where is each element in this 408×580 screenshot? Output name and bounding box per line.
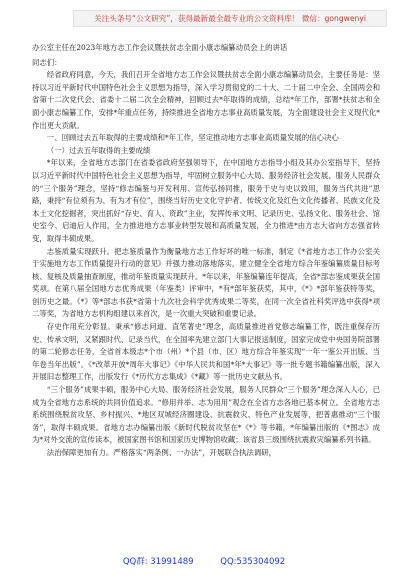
qq-group-number: 31991489 — [150, 557, 194, 567]
section-heading: 一、回顾过去五年取得的主要成绩和*年工作，坚定推动地方志事业高质量发展的信心决心 — [46, 133, 339, 143]
salutation: 同志们： — [32, 57, 62, 67]
qq-group-label: QQ群: — [122, 557, 148, 567]
document-body — [32, 36, 380, 548]
paragraph: *年以来，全省地方志部门在省委省政府坚强领导下，在中国地方志指导小组及其办公室指导下，坚持以习近平新时代中国特色社会主义思想为指导，牢固树立服务中心大局、服务经济社会发展、服务人民群众的“三个服务”理念，坚持“修志编鉴与开发利用、宣传弘扬同推，服务于史与史以致用，服务当代共进”思路，秉持“有位须有为、有为才有位”，围绕当好历史文化守护者、传统文化及红色文化传播者、民族文化及本土文化挖掘者，突出抓好“存史、育人、资政”主业，发挥传承文明、记录历史、弘扬文化、服务社会、馆史室今、启迪后人作用，全力推进地方志事业转型发展和高质量发展，全力推进*由方志大省向方志强省转变，取得丰硕成果。 — [32, 158, 380, 243]
paragraph: 存史作用充分彰显。秉承“修志问道、直笔著史”理念，高质量推进首党修志编纂工作，既注重保存历史、传承文明，又紧跟时代、记录当代，在全国率先建立部门大事记报送制度，国家完成党中央国务院部署的第二轮修志任务，全省首本级志*个市（州）*个县（市、区）地方综合年鉴实现“一年一鉴公开出版、当年卷当年出版”。《*改革开放*周年大事记》《中华人民共和国*年*大事记》等一批专题书籍编纂出版，深入开展旧志整理工作，出版发行《*历代方志集成》《*藏》等一批历史文献丛书。 — [32, 322, 380, 382]
contact-footer — [0, 552, 408, 572]
paragraph: “三个服务”成果丰硕，服务中心大局、服务经济社会发展，服务人民群众“三个服务”理念深入人心，已成为全省地方志系统的共同价值追求。“修用并举、志为用用”观念在全省方志各地已基本树立。全省地方志系统围绕脱贫攻坚、乡村振兴、*地区双城经济圈建设、抗震救灾、特色产业发展等，把普惠推动“三个服务”，取得丰硕成果。省地方志办编纂出版《新时代脱贫攻坚在*《*》等书籍，*年编纂出版的《*图志》成为*对外交流的宣传读本，被国家图书馆和国家历史博物馆收藏；该省县三级围绕抗震救灾编纂系列书籍。 — [32, 385, 380, 445]
document-title: 办公室主任在2023年地方志工作会议暨扶贫志全面小康志编纂动员会上的讲话 — [32, 43, 288, 52]
paragraph: 法治保障更加有力。严格落实“两条例、一办法”，开展联合执法调研， — [46, 448, 277, 457]
qq-number: 535304092 — [236, 557, 286, 567]
qq-contact — [220, 557, 285, 567]
paragraph: 志鉴质量实现跃升。把志鉴质量作为衡量地方志工作好坏的唯一标准，制定《*省地方志工作办公室关于实施地方志工作质量提升行动的意见》并强力推动落地落实，建立健全全省地方综合年鉴编纂质量目标考核、复核及质量抽查制度，推动年鉴质量实现跃升。*年以来，年鉴编纂连年提高，全省*部志鉴成果获全国奖项。在第八届全国地方志优秀成果（年鉴类）评审中，*有*部年鉴获奖，其中，《*》*部年鉴获特等奖，创历史之最。《*》等*部志书获*省第十九次社会科学优秀成果二等奖，在同一次全省社科奖评选中获得*项二等奖，为省地方志机构组建以来首次，是一次重大突破和重要记录。 — [32, 246, 380, 319]
qq-group-contact — [123, 557, 194, 567]
subsection-heading: （一）过去五年取得的主要成绩 — [46, 145, 151, 155]
paragraph: 经省政府同意，今天，我们召开全省地方志工作会议暨扶贫志全面小康志编纂动员会，主要任务是：坚持以习近平新时代中国特色社会主义思想为指导，深入学习贯彻党的二十大、二十届二中全会、全国两会和省第十二次党代会、省委十二届二次全会精神，回顾过去*年取得的成绩，总结*年工作，部署*扶贫志和全面小康志编纂工作，安排*年重点任务，持续推进全省地方志事业高质量发展，为全面建设社会主义现代化*作出更大贡献。 — [32, 70, 380, 130]
qq-label: QQ: — [220, 557, 237, 567]
promo-banner: 关注头条号“公文研究”，获得最新最全最专业的公文资料库！ 微信：gongwenyi — [73, 10, 387, 27]
